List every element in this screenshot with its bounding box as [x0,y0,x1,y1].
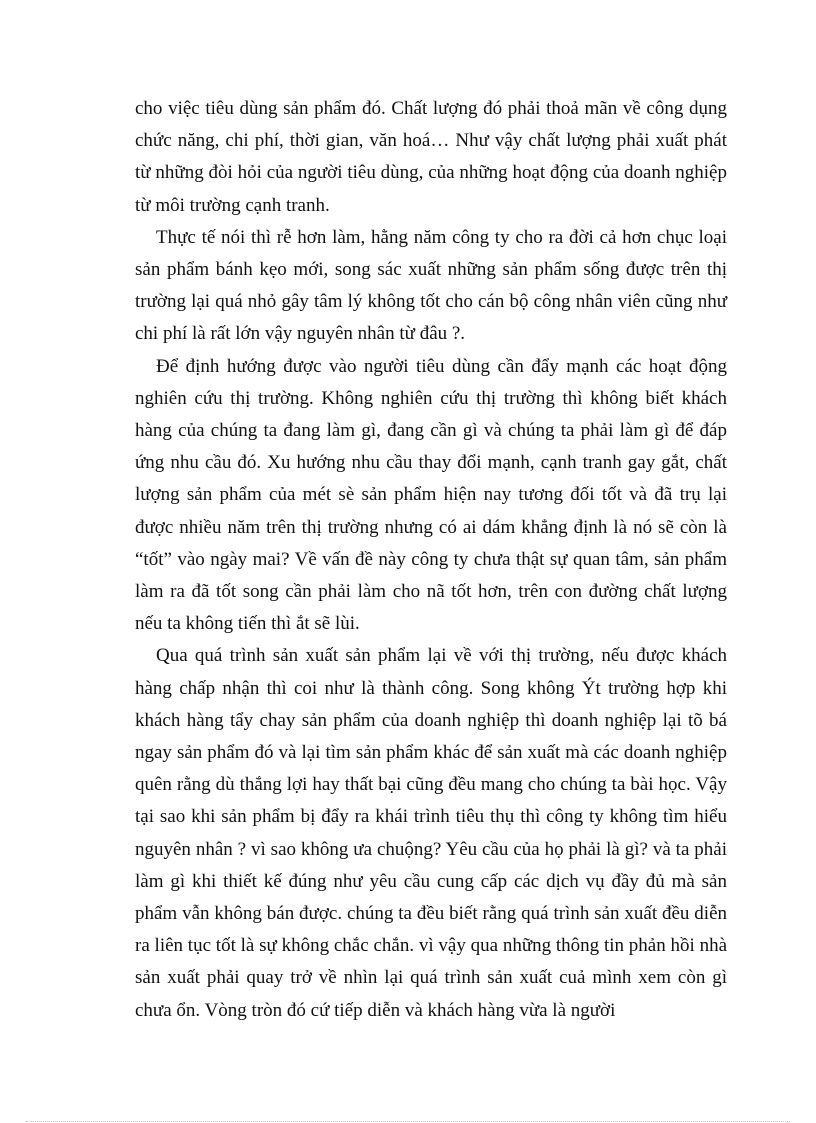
paragraph-1: cho việc tiêu dùng sản phẩm đó. Chất lượng đó phải thoả mãn về công dụng chức năng, chi phí, thời gian, văn hoá… Như vậy chất lượng phải xuất phát từ những đòi hỏi của người tiêu dùng, của những hoạt động của doanh nghiệp từ môi trường cạnh tranh. [135,98,727,216]
paragraph-4: Qua quá trình sản xuất sản phẩm lại về với thị trường, nếu được khách hàng chấp nhận thì coi như là thành công. Song không Ýt trường hợp khi khách hàng tẩy chay sản phẩm của doanh nghiệp thì doanh nghiệp lại tõ bá ngay sản phẩm đó và lại tìm sản phẩm khác để sản xuất mà các doanh nghiệp quên rằng dù thắng lợi hay thất bại cũng đều mang cho chúng ta bài học. Vậy tại sao khi sản phẩm bị đẩy ra khái trình tiêu thụ thì công ty không tìm hiểu nguyên nhân ? vì sao không ưa chuộng? Yêu cầu của họ phải là gì? và ta phải làm gì khi thiết kế đúng như yêu cầu cung cấp các dịch vụ đầy đủ mà sản phẩm vẫn không bán được. chúng ta đều biết rằng quá trình sản xuất đều diễn ra liên tục tốt là sự không chắc chắn. vì vậy qua những thông tin phản hồi nhà sản xuất phải quay trở về nhìn lại quá trình sản xuất cuả mình xem còn gì chưa ổn. Vòng tròn đó cứ tiếp diễn và khách hàng vừa là người [135,645,727,1021]
footer-dotted-rule [26,1121,790,1122]
paragraph-2: Thực tế nói thì rễ hơn làm, hằng năm công ty cho ra đời cả hơn chục loại sản phẩm bánh kẹo mới, song sác xuất những sản phẩm sống được trên thị trường lại quá nhỏ gây tâm lý không tốt cho cán bộ công nhân viên cũng như chi phí là rất lớn vậy nguyên nhân từ đâu ?. [135,226,727,345]
paragraph-3: Để định hướng được vào người tiêu dùng cần đẩy mạnh các hoạt động nghiên cứu thị trường. Không nghiên cứu thị trường thì không biết khách hàng của chúng ta đang làm gì, đang cần gì và chúng ta phải làm gì để đáp ứng nhu cầu đó. Xu hướng nhu cầu thay đổi mạnh, cạnh tranh gay gắt, chất lượng sản phẩm của mét sè sản phẩm hiện nay tương đối tốt và đã trụ lại được nhiều năm trên thị trường nhưng có ai dám khẳng định là nó sẽ còn là “tốt” vào ngày mai? Về vấn đề này công ty chưa thật sự quan tâm, sản phẩm làm ra đã tốt song cần phải làm cho nã tốt hơn, trên con đường chất lượng nếu ta không tiến thì ắt sẽ lùi. [135,355,727,635]
document-body [135,93,727,1027]
